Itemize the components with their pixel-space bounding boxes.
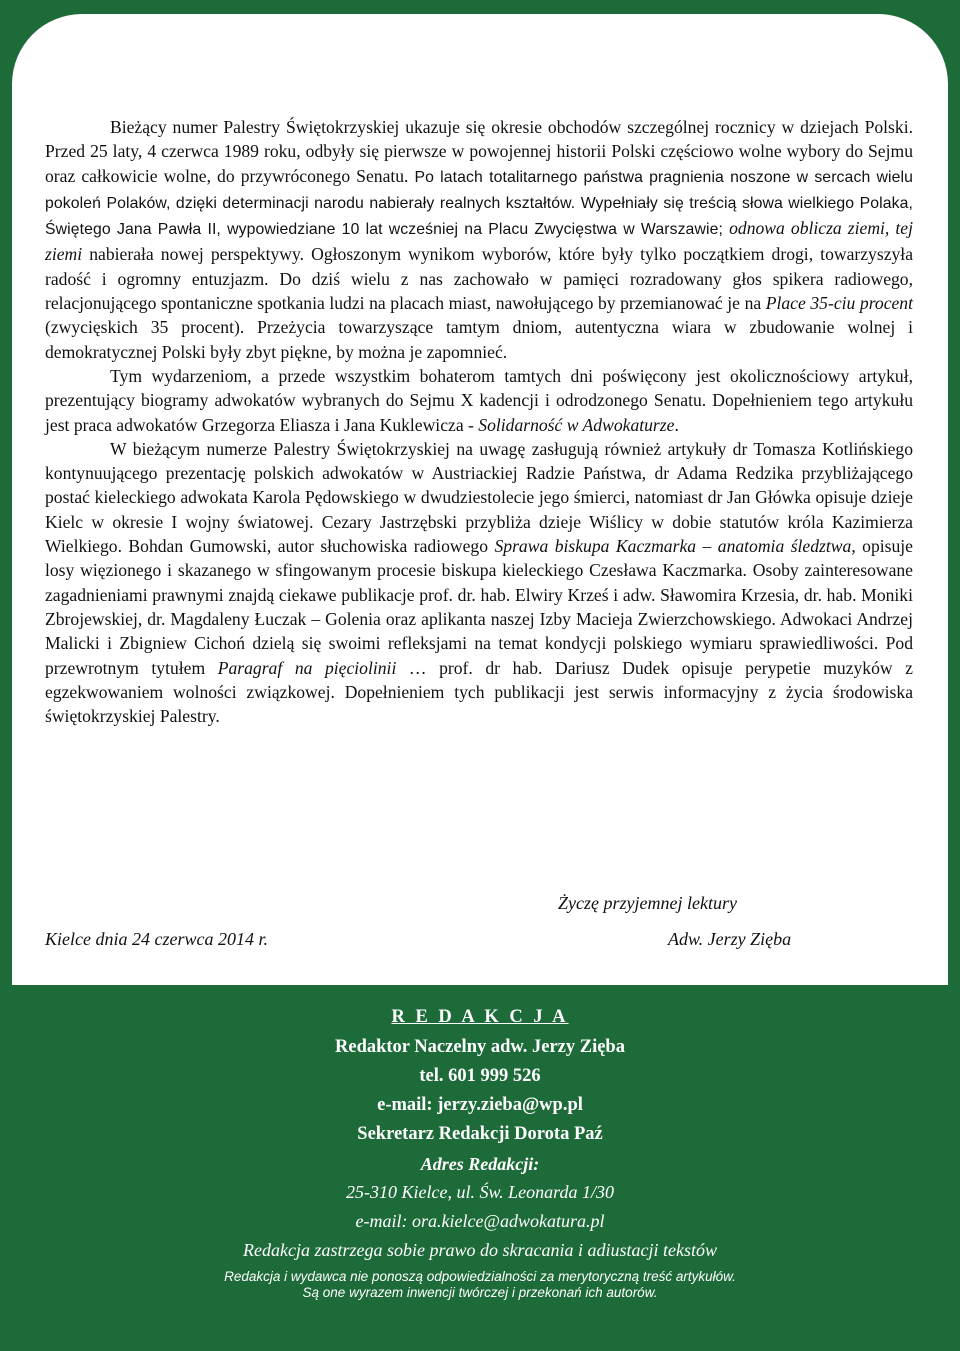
text-run: Paragraf na pięciolinii xyxy=(217,657,397,678)
text-run: Tym wydarzeniom, a przede wszystkim bohaterom tamtych dni poświęcony jest okolicznościowy artykuł, prezentujący biogramy adwokatów wybranych do Sejmu X kadencji i odrodzonego Senatu. Dopełnieniem tego artykułu jest praca adwokatów Grzegorza Eliasza i Jana Kuklewicza - xyxy=(45,365,913,435)
paragraph-3 xyxy=(45,437,913,729)
note-editing: Redakcja zastrzega sobie prawo do skracania i adiustacji tekstów xyxy=(243,1240,717,1260)
text-run: odnowa oblicza ziemi, tej ziemi xyxy=(45,218,913,265)
address-label: Adres Redakcji: xyxy=(420,1154,540,1174)
paragraph-1 xyxy=(45,115,913,364)
text-run: Sprawa biskupa Kaczmarka – anatomia śledztwa xyxy=(494,536,852,557)
phone: tel. 601 999 526 xyxy=(419,1066,541,1086)
email-link[interactable]: e-mail: jerzy.zieba@wp.pl xyxy=(377,1095,583,1115)
text-run: . xyxy=(674,414,679,435)
secretary: Sekretarz Redakcji Dorota Paź xyxy=(357,1124,603,1144)
closing xyxy=(45,893,913,963)
editorial-box xyxy=(0,985,960,1351)
text-run: Solidarność w Adwokaturze xyxy=(478,414,675,435)
text-run: W bieżącym numerze Palestry Świętokrzyskiej na uwagę zasługują również artykuły dr Tomasza Kotlińskiego kontynuującego prezentację polskich adwokatów w Austriackiej Radzie Państwa, dr Adama Redzika przybliżającego postać kieleckiego adwokata Karola Pędowskiego w dwudziestolecie jego śmierci, natomiast dr Jan Główka opisuje dzieje Kielc w okresie I wojny światowej. Cezary Jastrzębski przybliża dzieje Wiślicy w dobie statutów króla Kazimierza Wielkiego. Bohdan Gumowski, autor słuchowiska radiowego xyxy=(45,438,913,557)
author-signature: Adw. Jerzy Zięba xyxy=(668,929,792,949)
text-run: Bieżący numer Palestry Świętokrzyskiej ukazuje się okresie obchodów szczególnej rocznicy w dziejach Polski. Przed 25 laty, 4 czerwca 1989 roku, odbyły się pierwsze w powojennej historii Polski częściowo wolne wybory do Sejmu oraz całkowicie wolne, do przywróconego Senatu. xyxy=(45,117,913,186)
place-date: Kielce dnia 24 czerwca 2014 r. xyxy=(45,929,268,949)
editor-in-chief: Redaktor Naczelny adw. Jerzy Zięba xyxy=(335,1037,625,1057)
note-liability: Redakcja i wydawca nie ponoszą odpowiedzialności za merytoryczną treść artykułów. xyxy=(224,1269,736,1284)
text-run: … prof. dr hab. Dariusz Dudek opisuje perypetie muzyków z egzekwowaniem wolności związkowej. Dopełnieniem tych publikacji jest serwis informacyjny z życia środowiska świętokrzyskiej Palestry. xyxy=(45,657,913,727)
letter-body xyxy=(45,115,913,728)
closing-wish: Życzę przyjemnej lektury xyxy=(558,893,737,913)
text-run: Po latach totalitarnego państwa pragnienia noszone w sercach wielu pokoleń Polaków, dzięki determinacji narodu nabierały realnych kształtów. Wypełniały się treścią słowa wielkiego Polaka, Świętego Jana Pawła II, wypowiedziane 10 lat wcześniej na Placu Zwycięstwa w Warszawie; xyxy=(45,168,913,239)
text-run: nabierała nowej perspektywy. Ogłoszonym wynikom wyborów, które były tylko początkiem drogi, towarzyszyła radość i ogromny entuzjazm. Do dziś wielu z nas zachowało w pamięci rozradowany głos spikera radiowego, relacjonującego spontaniczne spotkania ludzi na placach miast, nawołującego by przemianować je na xyxy=(45,244,913,314)
redakcja-title: R E D A K C J A xyxy=(391,1007,569,1027)
note-authors: Są one wyrazem inwencji twórczej i przekonań ich autorów. xyxy=(302,1285,658,1300)
text-run: , opisuje losy więzionego i skazanego w sfingowanym procesie biskupa kieleckiego Czesława Kaczmarka. Osoby zainteresowane zagadnieniami prawnymi znajdą ciekawe publikacje prof. dr. hab. Elwiry Krześ i adw. Sławomira Krzesia, dr. hab. Moniki Zbrojewskiej, dr. Magdaleny Łuczak – Golenia oraz aplikanta naszej Izby Macieja Zwierzchowskiego. Adwokaci Andrzej Malicki i Zbigniew Cichoń dzielą się swoimi refleksjami na temat kondycji polskiego wymiaru sprawiedliwości. Pod przewrotnym tytułem xyxy=(45,536,913,678)
email2-link[interactable]: e-mail: ora.kielce@adwokatura.pl xyxy=(355,1211,605,1231)
text-run: Place 35-ciu procent xyxy=(765,293,913,314)
address: 25-310 Kielce, ul. Św. Leonarda 1/30 xyxy=(346,1182,614,1202)
text-run: (zwycięskich 35 procent). Przeżycia towarzyszące tamtym dniom, autentyczna wiara w zbudowanie wolnej i demokratycznej Polski były zbyt piękne, by można je zapomnieć. xyxy=(45,317,913,362)
paragraph-2 xyxy=(45,364,913,437)
